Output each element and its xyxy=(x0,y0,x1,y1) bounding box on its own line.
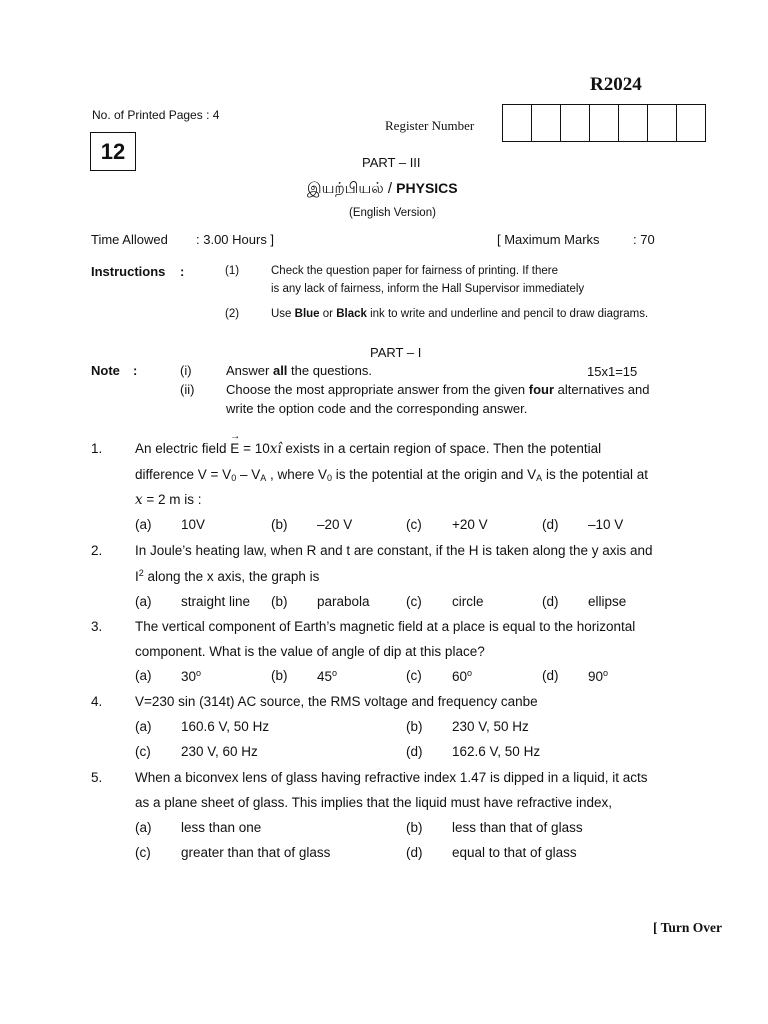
part1-marks: 15x1=15 xyxy=(587,364,638,379)
turn-over-label: [ Turn Over xyxy=(653,920,723,935)
max-marks-label: [ Maximum Marks xyxy=(497,232,600,247)
option-text: greater than that of glass xyxy=(181,845,331,860)
option-text: 160.6 V, 50 Hz xyxy=(181,719,270,734)
question-number: 2. xyxy=(91,543,103,558)
option-text: less than one xyxy=(181,820,262,835)
question-text: $I^2$ along the x axis, the graph is xyxy=(135,568,320,584)
question-text: component. What is the value of angle of dip at this place? xyxy=(135,644,485,659)
instructions-label: Instructions xyxy=(91,264,166,279)
option-text: equal to that of glass xyxy=(452,845,577,860)
note-colon: : xyxy=(133,363,138,378)
register-digit-box[interactable] xyxy=(503,105,532,141)
option-label: (b) xyxy=(271,517,288,532)
note-num: (ii) xyxy=(180,382,195,397)
question-text: V=230 sin (314t) AC source, the RMS voltage and frequency canbe xyxy=(135,694,538,709)
register-digit-box[interactable] xyxy=(532,105,561,141)
note-label: Note xyxy=(91,363,120,378)
option-label: (b) xyxy=(406,719,423,734)
option-label: (c) xyxy=(406,594,422,609)
option-label: (c) xyxy=(135,744,151,759)
option-label: (d) xyxy=(542,517,559,532)
instructions-colon: : xyxy=(180,264,185,279)
question-text: An electric field → E = 10xî exists in a certain region of space. Then the potential xyxy=(135,431,602,457)
question-number: 4. xyxy=(91,694,103,709)
option-label: (b) xyxy=(406,820,423,835)
option-label: (d) xyxy=(542,668,559,683)
instruction-text: is any lack of fairness, inform the Hall Supervisor immediately xyxy=(271,283,585,295)
version-label: (English Version) xyxy=(349,207,436,219)
question-number: 1. xyxy=(91,441,103,456)
note-text: Answer all the questions. xyxy=(226,363,372,378)
question-text: The vertical component of Earth’s magnetic field at a place is equal to the horizontal xyxy=(135,619,636,634)
instruction-text: Use Blue or Black ink to write and underline and pencil to draw diagrams. xyxy=(271,308,649,320)
option-text: –10 V xyxy=(588,517,624,532)
option-label: (c) xyxy=(135,845,151,860)
instruction-text: Check the question paper for fairness of printing. If there xyxy=(271,265,559,277)
register-number-label: Register Number xyxy=(385,118,475,133)
option-text: less than that of glass xyxy=(452,820,583,835)
part1-title: PART – I xyxy=(370,345,422,360)
time-allowed-value: : 3.00 Hours ] xyxy=(196,232,275,247)
option-text: circle xyxy=(452,594,484,609)
subject-code: 12 xyxy=(100,139,126,164)
option-text: parabola xyxy=(317,594,370,609)
option-label: (a) xyxy=(135,668,152,683)
option-text: ellipse xyxy=(588,594,627,609)
option-label: (b) xyxy=(271,594,288,609)
option-label: (d) xyxy=(406,744,423,759)
option-label: (d) xyxy=(542,594,559,609)
option-label: (a) xyxy=(135,820,152,835)
option-text: 45$^o$ xyxy=(317,668,338,684)
option-label: (c) xyxy=(406,668,422,683)
question-number: 3. xyxy=(91,619,103,634)
option-label: (d) xyxy=(406,845,423,860)
option-text: 230 V, 60 Hz xyxy=(181,744,258,759)
question-text: In Joule’s heating law, when R and t are constant, if the H is taken along the y axis and xyxy=(135,543,653,558)
register-digit-box[interactable] xyxy=(677,105,705,141)
option-text: 90$^o$ xyxy=(588,668,609,684)
question-text: x = 2 m is : xyxy=(135,492,202,508)
subject-code-box xyxy=(90,132,136,171)
register-digit-box[interactable] xyxy=(561,105,590,141)
subject-title xyxy=(307,180,458,199)
option-label: (a) xyxy=(135,594,152,609)
instruction-num: (1) xyxy=(225,265,240,277)
note-text: Choose the most appropriate answer from the given four alternatives and xyxy=(226,382,650,397)
question-text: difference $V = V_0 - V_A$ , where $V_0$ is the potential at the origin and $V_A$ is the potential at xyxy=(135,467,649,483)
subject-english: PHYSICS xyxy=(396,180,458,196)
register-digit-box[interactable] xyxy=(619,105,648,141)
option-text: 230 V, 50 Hz xyxy=(452,719,529,734)
option-text: 60$^o$ xyxy=(452,668,473,684)
note-text: write the option code and the corresponding answer. xyxy=(226,401,528,416)
register-digit-box[interactable] xyxy=(648,105,677,141)
question-number: 5. xyxy=(91,770,103,785)
time-allowed-label: Time Allowed xyxy=(91,232,168,247)
register-digit-box[interactable] xyxy=(590,105,619,141)
question-text: When a biconvex lens of glass having refractive index 1.47 is dipped in a liquid, it acts xyxy=(135,770,648,785)
subject-tamil: இயற்பியல் / xyxy=(307,180,392,197)
question-text: as a plane sheet of glass. This implies that the liquid must have refractive index, xyxy=(135,795,613,810)
max-marks-value: : 70 xyxy=(633,232,655,247)
register-number-boxes[interactable] xyxy=(502,104,706,142)
option-text: 10V xyxy=(181,517,206,532)
option-label: (a) xyxy=(135,719,152,734)
instruction-num: (2) xyxy=(225,308,240,320)
option-text: +20 V xyxy=(452,517,488,532)
option-text: straight line xyxy=(181,594,251,609)
option-text: –20 V xyxy=(317,517,353,532)
note-num: (i) xyxy=(180,363,192,378)
paper-code: R2024 xyxy=(590,74,642,95)
option-text: 162.6 V, 50 Hz xyxy=(452,744,541,759)
printed-pages: No. of Printed Pages : 4 xyxy=(92,108,220,122)
part-heading: PART – III xyxy=(362,155,421,170)
option-label: (a) xyxy=(135,517,152,532)
option-label: (b) xyxy=(271,668,288,683)
option-text: 30$^o$ xyxy=(181,668,202,684)
option-label: (c) xyxy=(406,517,422,532)
